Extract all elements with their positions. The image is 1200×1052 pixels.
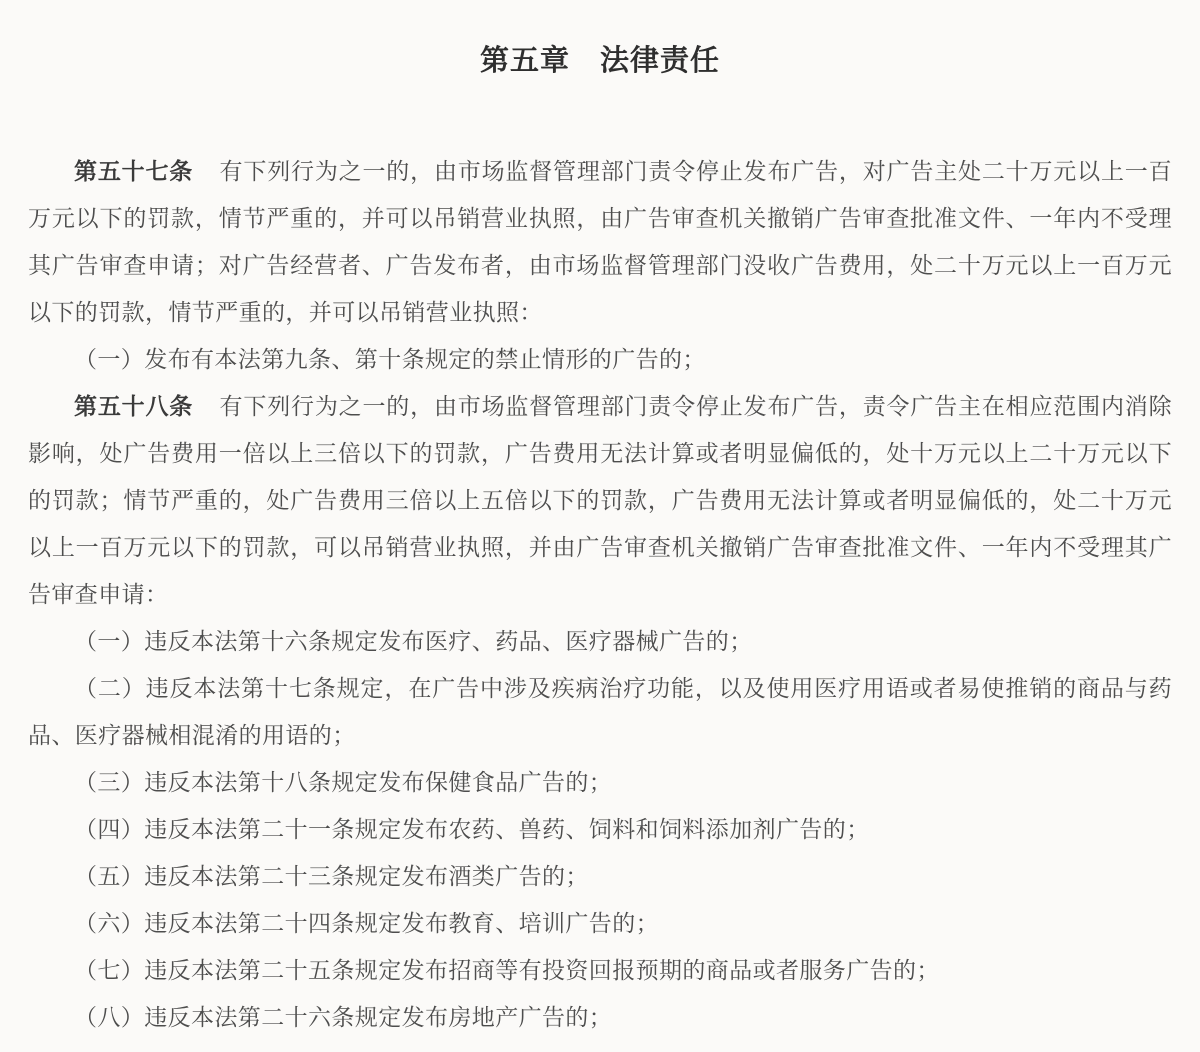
legal-document-page bbox=[0, 44, 1200, 1041]
article-58-item-1: （一）违反本法第十六条规定发布医疗、药品、医疗器械广告的； bbox=[74, 629, 753, 654]
article-58-item-8: （八）违反本法第二十六条规定发布房地产广告的； bbox=[74, 1005, 613, 1030]
article-58-item-2: （二）违反本法第十七条规定，在广告中涉及疾病治疗功能，以及使用医疗用语或者易使推销的商品与药品、医疗器械相混淆的用语的； bbox=[28, 676, 1172, 748]
article-58-paragraph bbox=[28, 383, 1172, 618]
article-58-item-3: （三）违反本法第十八条规定发布保健食品广告的； bbox=[74, 770, 613, 795]
article-58-body: 有下列行为之一的，由市场监督管理部门责令停止发布广告，责令广告主在相应范围内消除影响，处广告费用一倍以上三倍以下的罚款，广告费用无法计算或者明显偏低的，处十万元以上二十万元以下的罚款；情节严重的，处广告费用三倍以上五倍以下的罚款，广告费用无法计算或者明显偏低的，处二十万元以上一百万元以下的罚款，可以吊销营业执照，并由广告审查机关撤销广告审查批准文件、一年内不受理其广告审查申请： bbox=[28, 394, 1172, 607]
article-57-paragraph bbox=[28, 148, 1172, 336]
article-57-item-1: （一）发布有本法第九条、第十条规定的禁止情形的广告的； bbox=[74, 347, 706, 372]
chapter-title: 第五章 法律责任 bbox=[479, 45, 720, 77]
article-58-item-5: （五）违反本法第二十三条规定发布酒类广告的； bbox=[74, 864, 589, 889]
article-58-number: 第五十八条 bbox=[74, 394, 194, 419]
article-57-body: 有下列行为之一的，由市场监督管理部门责令停止发布广告，对广告主处二十万元以上一百万元以下的罚款，情节严重的，并可以吊销营业执照，由广告审查机关撤销广告审查批准文件、一年内不受理其广告审查申请；对广告经营者、广告发布者，由市场监督管理部门没收广告费用，处二十万元以上一百万元以下的罚款，情节严重的，并可以吊销营业执照： bbox=[28, 159, 1172, 325]
article-57-number: 第五十七条 bbox=[74, 159, 194, 184]
article-58-item-4: （四）违反本法第二十一条规定发布农药、兽药、饲料和饲料添加剂广告的； bbox=[74, 817, 870, 842]
article-58-item-6: （六）违反本法第二十四条规定发布教育、培训广告的； bbox=[74, 911, 659, 936]
article-58-item-7: （七）违反本法第二十五条规定发布招商等有投资回报预期的商品或者服务广告的； bbox=[74, 958, 940, 983]
